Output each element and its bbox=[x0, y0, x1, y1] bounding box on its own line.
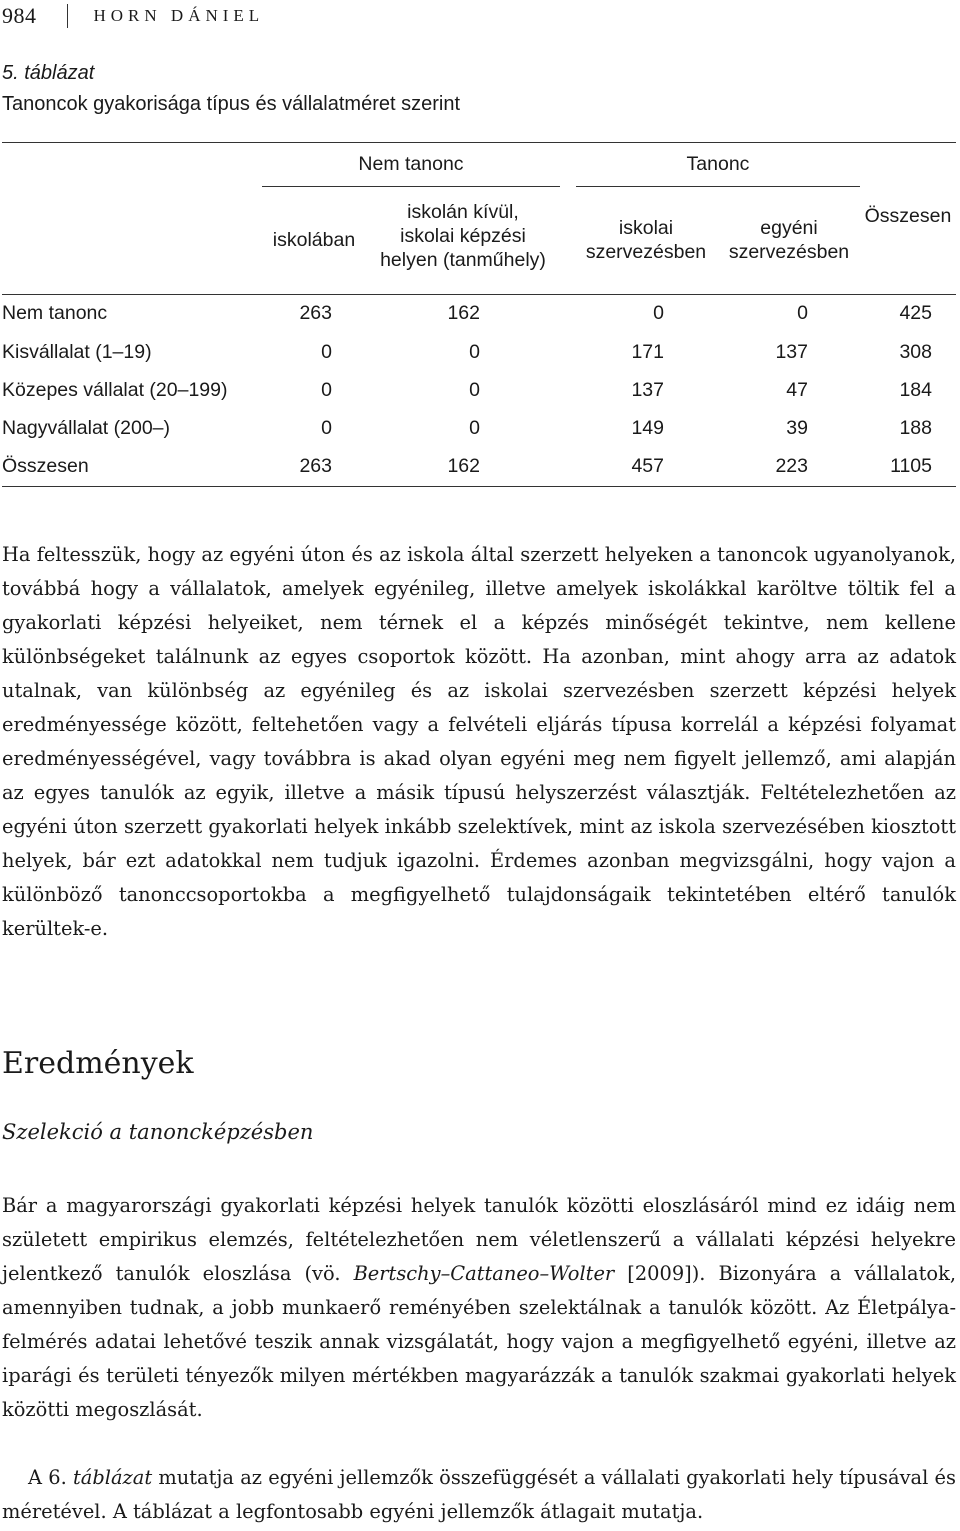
table-cell: 308 bbox=[899, 341, 932, 363]
table-cell: 137 bbox=[631, 379, 664, 401]
table-cell: 0 bbox=[321, 379, 332, 401]
col-header-iskolan-kivul: iskolán kívül, iskolai képzési helyen (tanműhely) bbox=[380, 201, 546, 271]
table-caption: Tanoncok gyakorisága típus és vállalatméret szerint bbox=[2, 93, 461, 115]
table-cell: 425 bbox=[899, 302, 932, 324]
table-cell: 149 bbox=[631, 417, 664, 439]
table-cell: 1105 bbox=[890, 455, 932, 477]
table-cell: 0 bbox=[653, 302, 664, 324]
section-heading: Eredmények bbox=[2, 1046, 194, 1081]
table-cell: 162 bbox=[447, 455, 480, 477]
table-cell: 188 bbox=[899, 417, 932, 439]
header-bottom-rule bbox=[2, 294, 956, 295]
group-header-tanonc: Tanonc bbox=[686, 153, 750, 175]
running-head-author: HORN DÁNIEL bbox=[93, 6, 265, 25]
table-cell: 263 bbox=[299, 455, 332, 477]
table-cell: 184 bbox=[899, 379, 932, 401]
row-label: Közepes vállalat (20–199) bbox=[2, 379, 228, 401]
table-cell: 0 bbox=[321, 341, 332, 363]
group-header-nem-tanonc: Nem tanonc bbox=[358, 153, 464, 175]
row-label: Nagyvállalat (200–) bbox=[2, 417, 171, 439]
table-cell: 162 bbox=[447, 302, 480, 324]
table-top-rule bbox=[2, 142, 956, 143]
subsection-heading: Szelekció a tanoncképzésben bbox=[2, 1120, 314, 1144]
col-header-osszesen: Összesen bbox=[864, 205, 952, 227]
table-cell: 171 bbox=[631, 341, 664, 363]
table-cell: 263 bbox=[299, 302, 332, 324]
table-cell: 39 bbox=[786, 417, 808, 439]
body-paragraph: Ha feltesszük, hogy az egyéni úton és az iskola által szerzett helyeken a tanoncok ugyanolyanok, továbbá hogy a vállalatok, amelyek egyénileg, illetve amelyek iskolákkal karöltve töltik fel a gyakorlati képzési helyeiket, nem térnek el a képzés minőségét tekintve, nem kellene különbségeket találnunk az egyes csoportok között. Ha azonban, mint ahogy arra az adatok utalnak, van különbség az egyénileg és az iskolai szervezésben szerzett képzési helyek eredményessége között, feltehetően vagy a felvételi eljárás típusa korrelál a képzési folyamat eredményességével, vagy továbbra is akad olyan egyéni meg nem figyelt jellemző, ami alapján az egyes tanulók az egyik, illetve a másik típusú helyszerzést választják. Feltételezhetően az egyéni úton szerzett gyakorlati helyek inkább szelektívek, mint az iskola szervezésében kiosztott helyek, bár ezt adatokkal nem tudjuk igazolni. Érdemes azonban megvizsgálni, hogy vajon a különböző tanonccsoportokba a megfigyelhető tulajdonságaik tekintetében eltérő tanulók kerültek-e. bbox=[2, 543, 956, 940]
col-header-iskolaban: iskolában bbox=[272, 229, 356, 251]
citation-authors: Bertschy–Cattaneo–Wolter bbox=[353, 1262, 615, 1285]
table-reference: táblázat bbox=[73, 1466, 153, 1489]
row-label: Nem tanonc bbox=[2, 302, 108, 324]
table-cell: 457 bbox=[631, 455, 664, 477]
row-label: Összesen bbox=[2, 455, 89, 477]
page-number: 984 bbox=[2, 3, 37, 28]
row-label: Kisvállalat (1–19) bbox=[2, 341, 152, 363]
data-table bbox=[0, 0, 960, 500]
table-cell: 0 bbox=[321, 417, 332, 439]
table-cell: 47 bbox=[786, 379, 808, 401]
table-bottom-rule bbox=[2, 486, 956, 487]
table-cell: 137 bbox=[775, 341, 808, 363]
table-cell: 0 bbox=[797, 302, 808, 324]
body-paragraph: Bár a magyarországi gyakorlati képzési helyek tanulók közötti eloszlásáról mind ez idáig nem született empirikus elemzés, feltételezhetően nem véletlenszerű a vállalati képzési helyekre jelentkező tanulók eloszlása (vö. Bertschy–Cattaneo–Wolter [2009]). Bizonyára a vállalatok, amennyiben tudnak, a jobb munkaerő reményében szelektálnak a tanulók között. Az Életpálya-felmérés adatai lehetővé teszik annak vizsgálatát, hogy vajon a megfigyelhető egyéni, illetve az iparági és területi tényezők milyen mértékben magyarázzák a tanulók szakmai gyakorlati helyek közötti megoszlását. bbox=[2, 1194, 956, 1421]
table-label: 5. táblázat bbox=[2, 62, 95, 84]
table-cell: 0 bbox=[469, 417, 480, 439]
table-cell: 0 bbox=[469, 341, 480, 363]
group-rule-tanonc bbox=[576, 186, 860, 187]
col-header-iskolai-szervezesben: iskolai szervezésben bbox=[585, 217, 707, 263]
group-rule-nem-tanonc bbox=[262, 186, 560, 187]
body-paragraph: A 6. táblázat mutatja az egyéni jellemzők összefüggését a vállalati gyakorlati hely típusával és méretével. A táblázat a legfontosabb egyéni jellemzők átlagait mutatja. bbox=[2, 1466, 956, 1523]
table-cell: 223 bbox=[775, 455, 808, 477]
col-header-egyeni-szervezesben: egyéni szervezésben bbox=[728, 217, 850, 263]
table-cell: 0 bbox=[469, 379, 480, 401]
